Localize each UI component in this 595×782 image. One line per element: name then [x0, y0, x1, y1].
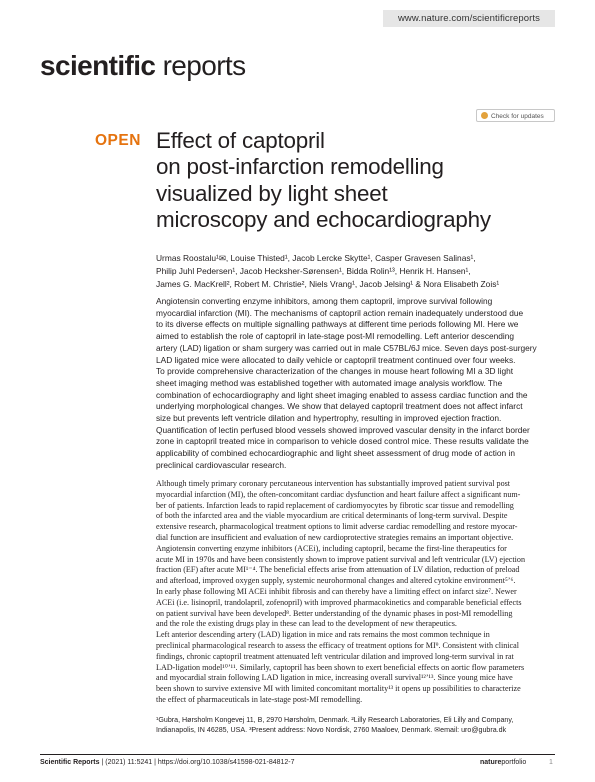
footer-journal: Scientific Reports	[40, 759, 100, 766]
abstract-line: applicability of combined echocardiographic and light sheet assessment of drug mode of action in	[156, 448, 515, 459]
author-line: Urmas Roostalu¹✉, Louise Thisted¹, Jacob Lercke Skytte¹, Casper Gravesen Salinas¹,	[156, 253, 476, 263]
body-line: and afterload, improved oxygen supply, systemic neurohormonal changes and altered cytokine environment⁵ʼ⁶.	[156, 576, 516, 586]
body-line: extensive research, pharmacological treatment options to limit adverse cardiac remodelling and restore myocar-	[156, 522, 518, 532]
abstract-line: preclinical cardiovascular research.	[156, 459, 287, 470]
body-line: on patient survival have been developed⁸. Better understanding of the dynamic phases in post-MI remodelling	[156, 608, 513, 618]
body-line: Although timely primary coronary percutaneous intervention has substantially improved patient survival post	[156, 479, 511, 488]
author-line: James G. MacKrell², Robert M. Christie², Niels Vrang¹, Jacob Jelsing¹ & Nora Elisabeth Zois¹	[156, 279, 500, 290]
abstract-line: artery (LAD) ligation or sham surgery was carried out in male C57BL/6J mice. Seven days post-surgery	[156, 342, 537, 353]
abstract-line: size but prevents left ventricle dilation and hypertrophy, resulting in improved ejection fraction.	[156, 413, 502, 424]
body-line: ber of patients. Infarction leads to rapid replacement of cardiomyocytes by fibrotic scar tissue and remodelling	[156, 500, 514, 510]
publisher-light: portfolio	[501, 759, 527, 766]
abstract-line: zone in captopril treated mice in comparison to vehicle dosed control mice. These results validate the	[156, 436, 529, 447]
journal-logo	[40, 50, 246, 82]
abstract-line: To provide comprehensive characterization of the changes in mouse heart following MI a 3D light	[156, 366, 514, 377]
body-line: the effect of pharmaceuticals in late-stage post-MI remodelling.	[156, 694, 363, 704]
author-list	[156, 252, 561, 291]
body-line: and the role the existing drugs play in these can lead to the development of new therapeutics.	[156, 619, 457, 629]
journal-logo-light: reports	[155, 50, 246, 81]
body-line: acute MI in 1970s and have been consistently shown to improve patient survival and left ventricular (LV) ejection	[156, 554, 525, 564]
footer-separator: |	[154, 759, 158, 766]
publisher-bold: nature	[480, 759, 502, 766]
page-number: 1	[549, 759, 553, 766]
affiliation-line: Indianapolis, IN 46285, USA. ³Present address: Novo Nordisk, 2760 Maaloev, Denmark. ✉email: uro@gubra.dk	[156, 725, 507, 734]
abstract	[156, 296, 556, 472]
footer-doi-link[interactable]: https://doi.org/10.1038/s41598-021-84812-7	[157, 759, 295, 766]
body-line: of both the infarcted area and the viable myocardium are critical determinants of long-term survival. Despite	[156, 511, 508, 521]
body-line: and myocardial strain following LAD ligation in mice, increasing overall survival¹²ʼ¹³. Since young mice have	[156, 673, 513, 683]
body-line: fraction (EF) after acute MI¹⁻⁴. The beneficial effects arise from attenuation of LV dilation, reduction of preload	[156, 565, 520, 575]
abstract-line: aimed to establish the role of captopril in late-stage post-MI remodelling. Left anterior descending	[156, 331, 515, 342]
abstract-line: Quantification of lectin perfused blood vessels showed improved vascular density in the infarct border	[156, 424, 530, 435]
body-line: ACEi (i.e. lisinopril, trandolapril, zofenopril) with improved pharmacokinetics and comparable beneficial effects	[156, 597, 522, 607]
body-line: In early phase following MI ACEi inhibit fibrosis and can thereby have a limiting effect on infarct size⁷. Newer	[156, 586, 517, 596]
body-line: findings, chronic captopril treatment attenuated left ventricular dilation and improved long-term survival in rat	[156, 651, 514, 661]
abstract-line: to its diverse effects on multiple signalling pathways at different time periods following MI. Here we	[156, 319, 519, 330]
open-access-label: OPEN	[95, 132, 141, 149]
abstract-line: sheet imaging method was established together with automated image analysis workflow. The	[156, 377, 503, 388]
abstract-line: LAD ligated mice were allocated to daily vehicle or captopril treatment continued over four weeks.	[156, 354, 516, 365]
author-line: Philip Juhl Pedersen¹, Jacob Hecksher-Sørensen¹, Bidda Rolin¹³, Henrik H. Hansen¹,	[156, 266, 471, 277]
footer-citation: (2021) 11:5241	[105, 759, 153, 766]
affiliations	[156, 716, 556, 736]
body-line: been shown to survive extensive MI with limited concomitant mortality¹³ it opens up possibilities to characterize	[156, 684, 521, 694]
abstract-line: Angiotensin converting enzyme inhibitors, among them captopril, improve survival following	[156, 296, 493, 306]
body-line: dial function are insufficient and evaluation of new cardioprotective strategies remains an important objective.	[156, 532, 514, 542]
affiliation-line: ¹Gubra, Hørsholm Kongevej 11, B, 2970 Hørsholm, Denmark. ²Lilly Research Laboratories, Eli Lilly and Company,	[156, 716, 514, 724]
title-line: Effect of captopril	[156, 128, 325, 153]
body-line: Angiotensin converting enzyme inhibitors (ACEi), including captopril, became the first-line therapeutics for	[156, 543, 507, 553]
check-for-updates-label: Check for updates	[491, 113, 544, 120]
footer-separator: |	[101, 759, 106, 766]
publisher-logo	[480, 758, 526, 768]
body-line: LAD-ligation model¹⁰ʼ¹¹. Similarly, captopril has been shown to exert beneficial effects on aortic flow parameters	[156, 662, 525, 672]
footer-divider	[40, 754, 555, 755]
body-line: Left anterior descending artery (LAD) ligation in mice and rats remains the most common technique in	[156, 630, 490, 640]
abstract-line: underlying morphological changes. We show that delayed captopril treatment does not affect infarct	[156, 401, 523, 412]
title-line: visualized by light sheet	[156, 180, 388, 206]
update-icon	[481, 112, 488, 119]
journal-url[interactable]: www.nature.com/scientificreports	[383, 10, 555, 27]
abstract-line: myocardial infarction (MI). The mechanisms of captopril action remain inadequately understood due	[156, 307, 524, 318]
title-line: on post-infarction remodelling	[156, 154, 444, 180]
page-footer	[40, 758, 555, 768]
check-for-updates-button[interactable]	[476, 109, 555, 122]
body-line: myocardial infarction (MI), the often-concomitant cardiac dysfunction and heart failure affect a significant num-	[156, 489, 521, 499]
abstract-line: combination of echocardiography and light sheet imaging enabled to assess cardiac function and the	[156, 389, 528, 400]
title-line: microscopy and echocardiography	[156, 207, 491, 233]
body-line: preclinical pharmacological research to assess the efficacy of treatment options for MI⁹. Consistent with clinical	[156, 640, 519, 650]
journal-logo-bold: scientific	[40, 50, 156, 81]
body-text	[156, 479, 556, 706]
article-title	[156, 128, 566, 234]
